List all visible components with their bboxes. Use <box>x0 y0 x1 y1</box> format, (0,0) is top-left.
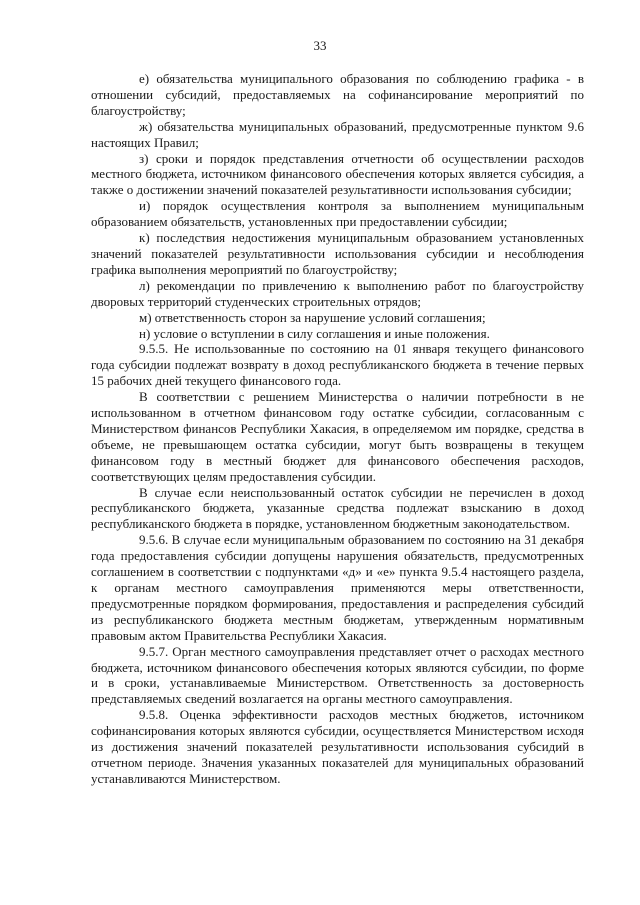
document-body <box>91 71 584 787</box>
paragraph-subitem-l: л) рекомендации по привлечению к выполнению работ по благоустройству дворовых территорий студенческих строительных отрядов; <box>91 277 584 309</box>
paragraph-clause-9-5-6: 9.5.6. В случае если муниципальным образованием по состоянию на 31 декабря года предоставления субсидии допущены нарушения обязательств, предусмотренных соглашением в соответствии с подпунктами «д» и «е» пункта 9.5.4 настоящего раздела, к органам местного самоуправления применяются меры ответственности, предусмотренные порядком формирования, предоставления и распределения субсидий из республиканского бюджета местным бюджетам, утвержденным нормативным правовым актом Правительства Республики Хакасия. <box>91 532 584 643</box>
paragraph-subitem-n: н) условие о вступлении в силу соглашения и иные положения. <box>139 325 490 341</box>
paragraph-clause-9-5-7: 9.5.7. Орган местного самоуправления представляет отчет о расходах местного бюджета, источником финансового обеспечения которых являются субсидии, по форме и в сроки, устанавливаемые Министерством. Ответственность за достоверность представляемых сведений возлагается на органы местного самоуправления. <box>91 643 584 707</box>
paragraph-clause-9-5-5: 9.5.5. Не использованные по состоянию на 01 января текущего финансового года субсидии подлежат возврату в доход республиканского бюджета в течение первых 15 рабочих дней текущего финансового года. <box>91 341 584 389</box>
paragraph-clause-9-5-8: 9.5.8. Оценка эффективности расходов местных бюджетов, источником софинансирования которых являются субсидии, осуществляется Министерством исходя из достижения значений показателей результативности использования субсидий в отчетном периоде. Значения указанных показателей для муниципальных образований устанавливаются Министерством. <box>91 707 584 786</box>
paragraph-subitem-k: к) последствия недостижения муниципальным образованием установленных значений показателей результативности использования субсидии и несоблюдения графика выполнения мероприятий по благоустройству; <box>91 230 584 277</box>
paragraph-subitem-zh: ж) обязательства муниципальных образований, предусмотренные пунктом 9.6 настоящих Правил; <box>91 118 584 150</box>
paragraph-subitem-i: и) порядок осуществления контроля за выполнением муниципальным образованием обязательств, установленных при предоставлении субсидии; <box>91 198 584 230</box>
page-number: 33 <box>313 38 327 53</box>
paragraph-subitem-m: м) ответственность сторон за нарушение условий соглашения; <box>139 309 486 325</box>
paragraph-subitem-z: з) сроки и порядок представления отчетности об осуществлении расходов местного бюджета, источником финансового обеспечения которых является субсидия, а также о достижении значений показателей результативности использования субсидии; <box>91 150 584 198</box>
paragraph-subitem-e: е) обязательства муниципального образования по соблюдению графика - в отношении субсидий, предоставляемых на софинансирование мероприятий по благоустройству; <box>91 71 584 118</box>
paragraph-ministry-decision: В соответствии с решением Министерства о наличии потребности в не использованном в отчетном финансовом году остатке субсидии, согласованным с Министерством финансов Республики Хакасия, в определяемом им порядке, средства в объеме, не превышающем остатка субсидии, могут быть возвращены в текущем финансовом году в местный бюджет для финансового обеспечения расходов, соответствующих целям предоставления субсидии. <box>91 389 584 484</box>
paragraph-unused-balance: В случае если неиспользованный остаток субсидии не перечислен в доход республиканского бюджета, указанные средства подлежат взысканию в доход республиканского бюджета в порядке, установленном бюджетным законодательством. <box>91 484 584 532</box>
